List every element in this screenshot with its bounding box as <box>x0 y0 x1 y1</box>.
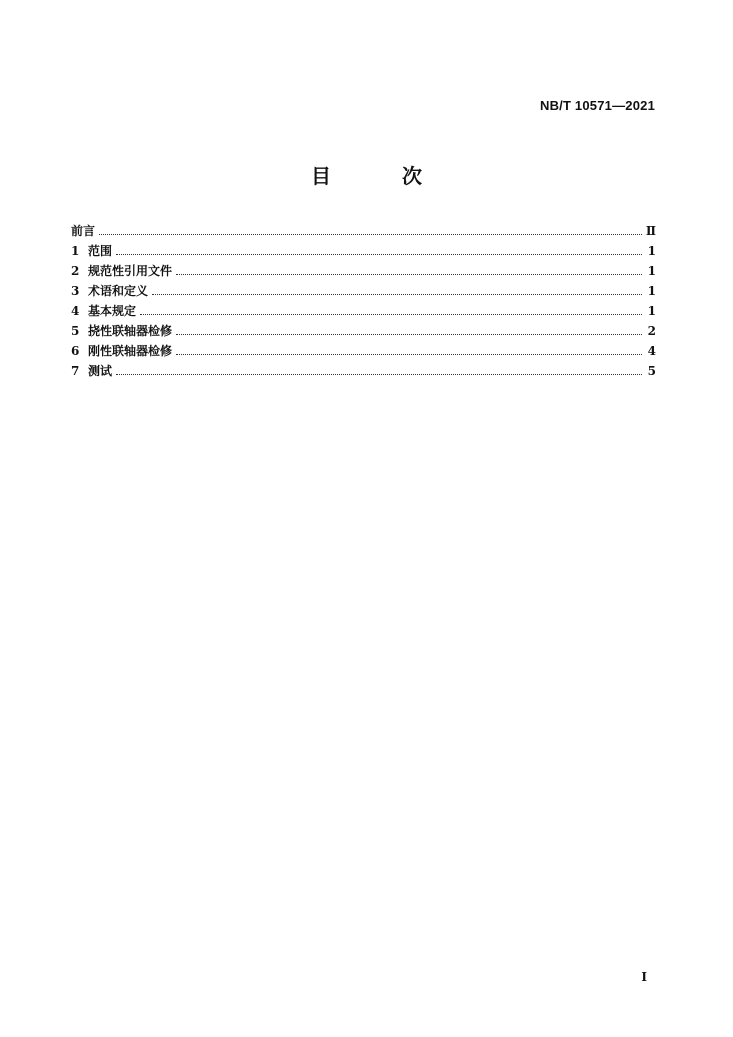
toc-entry-number: 5 <box>71 324 80 338</box>
document-code: NB/T 10571—2021 <box>539 98 655 113</box>
toc-leader-dots <box>176 274 642 275</box>
toc-entry-terms-definitions[interactable] <box>71 282 656 302</box>
toc-entry-number: 3 <box>71 284 80 298</box>
toc-entry-label: 测试 <box>88 364 113 378</box>
toc-entry-number: 1 <box>71 244 80 258</box>
toc-entry-page: 1 <box>647 284 656 298</box>
toc-entry-rigid-coupling[interactable] <box>71 342 656 362</box>
toc-entry-page: 5 <box>647 364 656 378</box>
page-number: I <box>641 970 647 984</box>
toc-entry-number: 7 <box>71 364 80 378</box>
toc-entry-page: 1 <box>647 244 656 258</box>
toc-entry-label: 基本规定 <box>88 304 137 318</box>
toc-entry-label: 刚性联轴器检修 <box>88 344 173 358</box>
toc-list <box>71 222 656 382</box>
toc-entry-page: 1 <box>647 304 656 318</box>
toc-entry-scope[interactable] <box>71 242 656 262</box>
toc-leader-dots <box>176 334 642 335</box>
toc-leader-dots <box>140 314 642 315</box>
toc-entry-number: 4 <box>71 304 80 318</box>
toc-entry-page: Ⅱ <box>645 224 656 238</box>
toc-entry-number: 2 <box>71 264 80 278</box>
toc-leader-dots <box>116 254 642 255</box>
toc-leader-dots <box>176 354 642 355</box>
toc-entry-page: 1 <box>647 264 656 278</box>
toc-entry-label: 前言 <box>71 224 96 238</box>
toc-entry-flexible-coupling[interactable] <box>71 322 656 342</box>
toc-entry-label: 挠性联轴器检修 <box>88 324 173 338</box>
toc-entry-label: 术语和定义 <box>88 284 149 298</box>
toc-entry-page: 4 <box>647 344 656 358</box>
toc-leader-dots <box>116 374 642 375</box>
toc-leader-dots <box>152 294 642 295</box>
toc-entry-page: 2 <box>647 324 656 338</box>
toc-leader-dots <box>99 234 642 235</box>
toc-entry-label: 范围 <box>88 244 113 258</box>
toc-title: 目 次 <box>311 164 454 188</box>
toc-entry-basic-provisions[interactable] <box>71 302 656 322</box>
toc-entry-label: 规范性引用文件 <box>88 264 173 278</box>
toc-entry-testing[interactable] <box>71 362 656 382</box>
toc-entry-normative-references[interactable] <box>71 262 656 282</box>
toc-entry-preface[interactable] <box>71 222 656 242</box>
toc-entry-number: 6 <box>71 344 80 358</box>
